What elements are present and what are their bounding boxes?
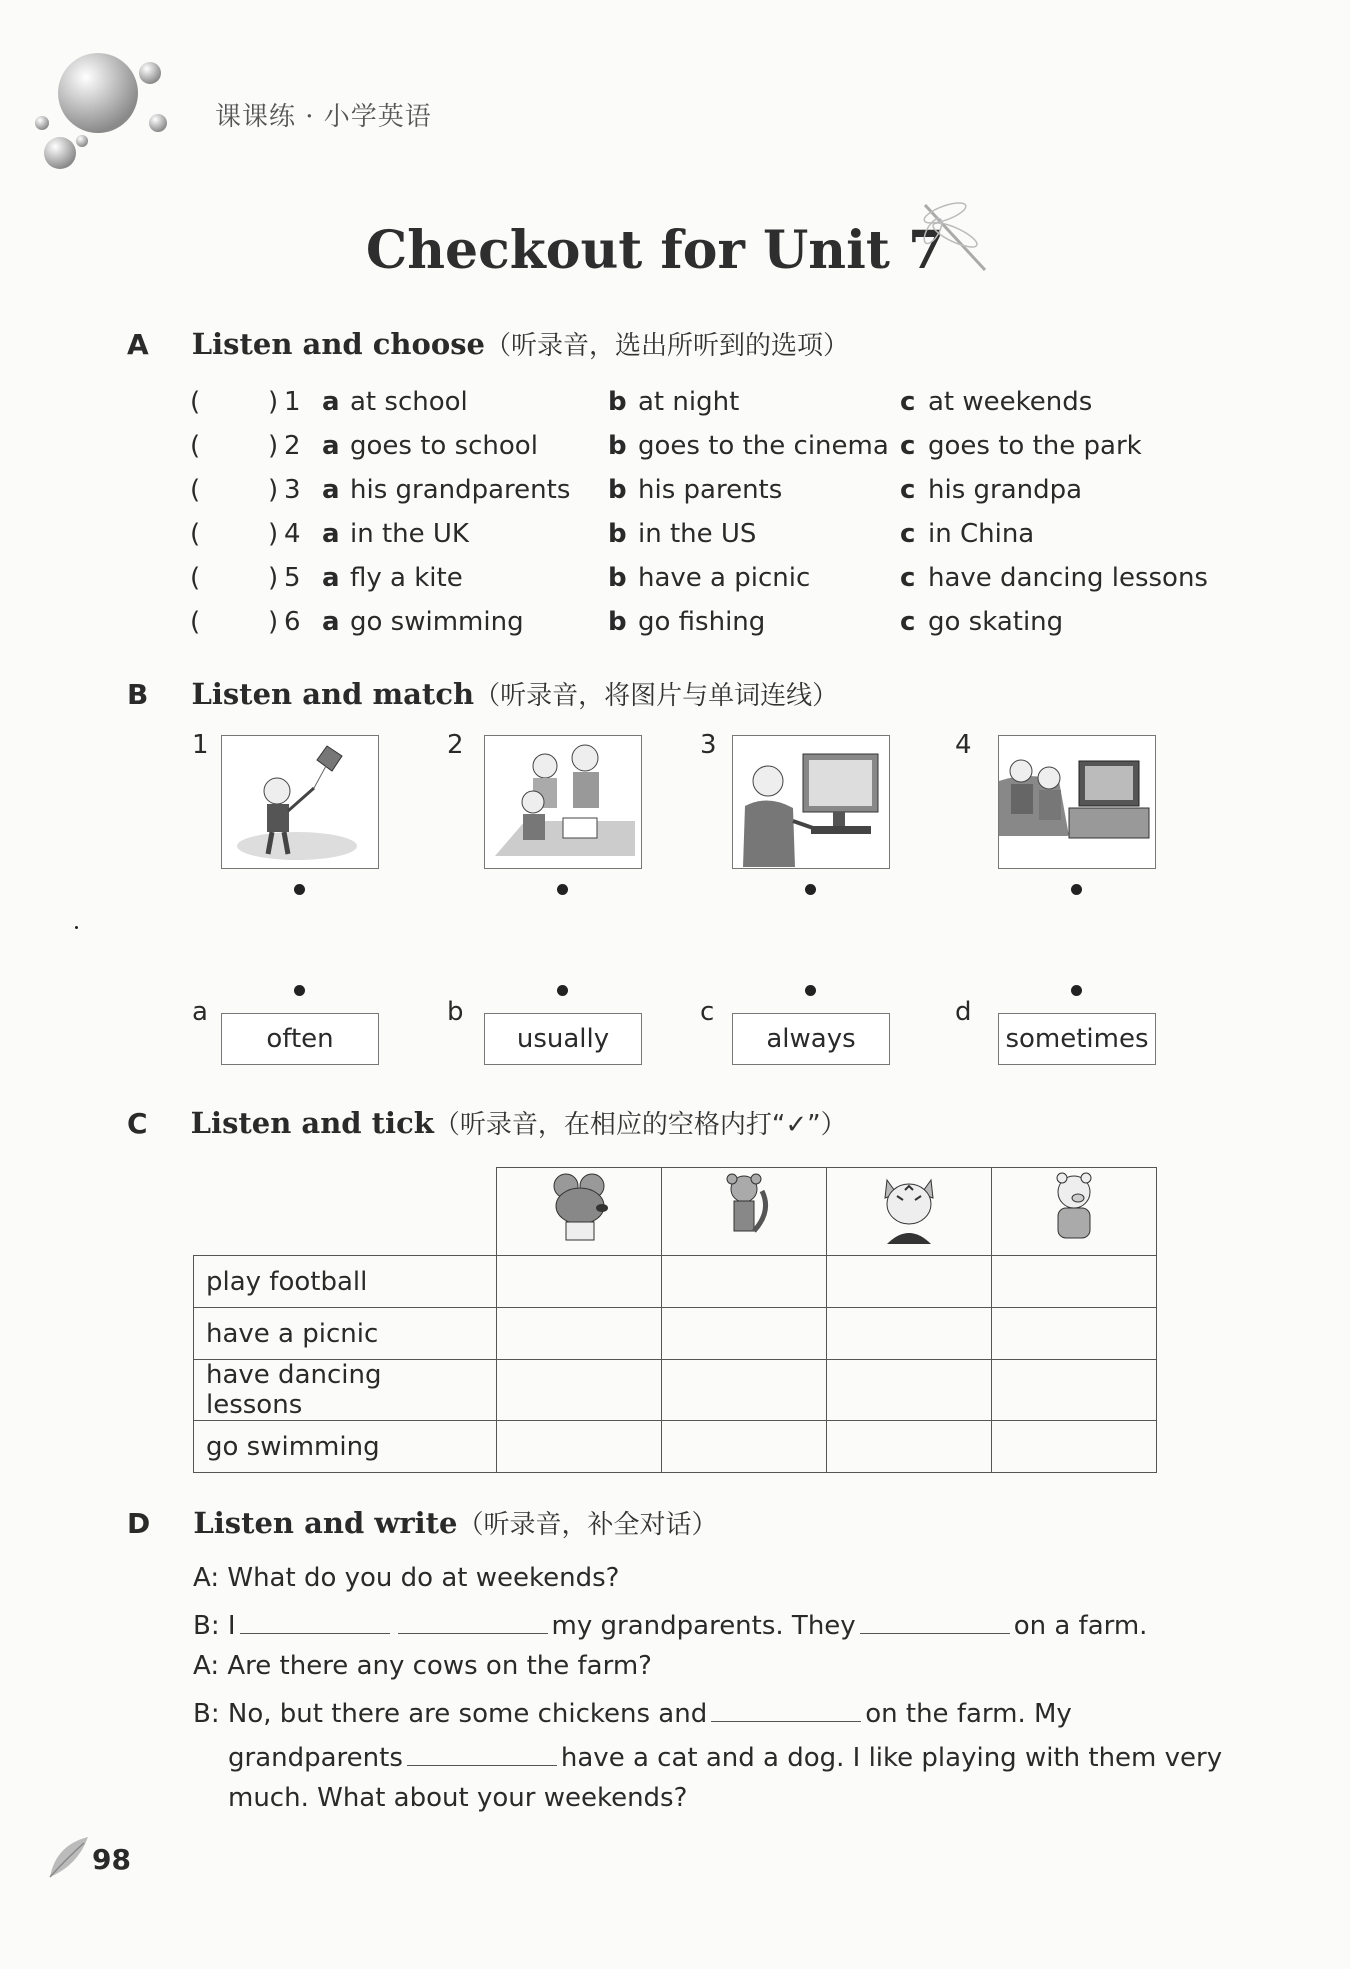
answer-blank[interactable] xyxy=(711,1695,861,1722)
table-row xyxy=(194,1256,1157,1308)
option-c: goes to the park xyxy=(928,431,1142,461)
dialogue-line: B: I my grandparents. They on a farm. xyxy=(193,1607,1147,1641)
answer-blank[interactable] xyxy=(398,1607,548,1634)
option-b: go fishing xyxy=(638,607,766,637)
answer-bracket[interactable]: ( xyxy=(190,563,201,593)
leaf-icon xyxy=(48,1835,90,1879)
match-dot[interactable] xyxy=(294,985,305,996)
table-row xyxy=(194,1308,1157,1360)
option-c: have dancing lessons xyxy=(928,563,1208,593)
character-mouse xyxy=(497,1168,662,1256)
match-dot[interactable] xyxy=(1071,985,1082,996)
option-c: in China xyxy=(928,519,1035,549)
section-b-heading xyxy=(127,675,838,712)
option-c: his grandpa xyxy=(928,475,1083,505)
option-b: have a picnic xyxy=(638,563,811,593)
section-title: Listen and write xyxy=(193,1506,458,1540)
tick-cell[interactable] xyxy=(662,1256,827,1308)
answer-blank[interactable] xyxy=(407,1739,557,1766)
option-a: goes to school xyxy=(350,431,538,461)
tick-cell[interactable] xyxy=(497,1308,662,1360)
section-letter: B xyxy=(127,678,149,711)
section-letter: D xyxy=(127,1507,151,1540)
word-letter: d xyxy=(955,997,972,1027)
character-pig xyxy=(992,1168,1157,1256)
section-note: （听录音，选出所听到的选项） xyxy=(484,331,849,361)
word-box: sometimes xyxy=(998,1013,1156,1065)
match-dot[interactable] xyxy=(805,884,816,895)
tick-cell[interactable] xyxy=(662,1421,827,1473)
answer-bracket[interactable]: ( xyxy=(190,607,201,637)
tick-cell[interactable] xyxy=(827,1308,992,1360)
section-note: （听录音，将图片与单词连线） xyxy=(474,681,839,711)
picture-number: 1 xyxy=(192,730,209,760)
table-row xyxy=(194,1360,1157,1421)
picture-family-picnic xyxy=(484,735,642,869)
tick-cell[interactable] xyxy=(497,1360,662,1421)
character-squirrel xyxy=(662,1168,827,1256)
section-title: Listen and match xyxy=(191,677,475,711)
word-box: usually xyxy=(484,1013,642,1065)
section-d-heading xyxy=(127,1504,717,1541)
word-letter: c xyxy=(700,997,715,1027)
character-tiger xyxy=(827,1168,992,1256)
match-dot[interactable] xyxy=(557,884,568,895)
section-letter: C xyxy=(127,1107,148,1140)
word-letter: b xyxy=(447,997,464,1027)
tick-cell[interactable] xyxy=(992,1308,1157,1360)
option-b: goes to the cinema xyxy=(638,431,889,461)
tick-cell[interactable] xyxy=(497,1421,662,1473)
option-a: at school xyxy=(350,387,468,417)
tick-cell[interactable] xyxy=(992,1256,1157,1308)
picture-number: 4 xyxy=(955,730,972,760)
section-note: （听录音，补全对话） xyxy=(457,1510,718,1540)
tick-cell[interactable] xyxy=(827,1360,992,1421)
match-dot[interactable] xyxy=(294,884,305,895)
picture-number: 2 xyxy=(447,730,464,760)
option-a: in the UK xyxy=(350,519,469,549)
tick-cell[interactable] xyxy=(662,1360,827,1421)
dialogue-line: B: No, but there are some chickens and on the farm. My xyxy=(193,1695,1072,1729)
activity-label: have dancing lessons xyxy=(194,1360,497,1421)
empty-corner xyxy=(194,1168,497,1256)
dialogue-line: grandparents have a cat and a dog. I like playing with them very xyxy=(228,1739,1222,1773)
stray-mark xyxy=(75,926,78,929)
picture-boy-kite xyxy=(221,735,379,869)
activity-label: have a picnic xyxy=(194,1308,497,1360)
section-a-heading xyxy=(127,325,849,362)
table-row xyxy=(194,1421,1157,1473)
dialogue-line: A: What do you do at weekends? xyxy=(193,1563,620,1593)
match-dot[interactable] xyxy=(805,985,816,996)
answer-blank[interactable] xyxy=(860,1607,1010,1634)
word-box: always xyxy=(732,1013,890,1065)
section-letter: A xyxy=(127,328,149,361)
section-c-heading xyxy=(127,1104,847,1141)
section-title: Listen and choose xyxy=(191,327,485,361)
tick-cell[interactable] xyxy=(827,1421,992,1473)
word-letter: a xyxy=(192,997,208,1027)
tick-cell[interactable] xyxy=(662,1308,827,1360)
bubble-decoration xyxy=(30,45,180,180)
dragonfly-icon xyxy=(915,195,995,280)
tick-table xyxy=(193,1167,1157,1473)
page-title: Checkout for Unit 7 xyxy=(365,220,945,281)
option-c: go skating xyxy=(928,607,1064,637)
dialogue-line: much. What about your weekends? xyxy=(228,1783,688,1813)
page-number: 98 xyxy=(92,1843,131,1876)
answer-blank[interactable] xyxy=(240,1607,390,1634)
section-note: （听录音，在相应的空格内打“✓”） xyxy=(433,1110,847,1140)
match-dot[interactable] xyxy=(1071,884,1082,895)
section-title: Listen and tick xyxy=(190,1106,434,1140)
option-b: in the US xyxy=(638,519,757,549)
picture-computer xyxy=(732,735,890,869)
option-b: at night xyxy=(638,387,740,417)
activity-label: go swimming xyxy=(194,1421,497,1473)
match-dot[interactable] xyxy=(557,985,568,996)
answer-bracket[interactable]: ( xyxy=(190,431,201,461)
picture-tv xyxy=(998,735,1156,869)
word-box: often xyxy=(221,1013,379,1065)
tick-cell[interactable] xyxy=(992,1360,1157,1421)
option-c: at weekends xyxy=(928,387,1093,417)
answer-bracket[interactable]: ( xyxy=(190,519,201,549)
answer-bracket[interactable]: ( xyxy=(190,387,201,417)
tick-cell[interactable] xyxy=(827,1256,992,1308)
option-a: his grandparents xyxy=(350,475,571,505)
tick-cell[interactable] xyxy=(992,1421,1157,1473)
series-title: 课课练 · 小学英语 xyxy=(215,102,432,132)
option-a: fly a kite xyxy=(350,563,463,593)
option-a: go swimming xyxy=(350,607,524,637)
dialogue-line: A: Are there any cows on the farm? xyxy=(193,1651,652,1681)
activity-label: play football xyxy=(194,1256,497,1308)
tick-cell[interactable] xyxy=(497,1256,662,1308)
answer-bracket[interactable]: ( xyxy=(190,475,201,505)
option-b: his parents xyxy=(638,475,783,505)
picture-number: 3 xyxy=(700,730,717,760)
